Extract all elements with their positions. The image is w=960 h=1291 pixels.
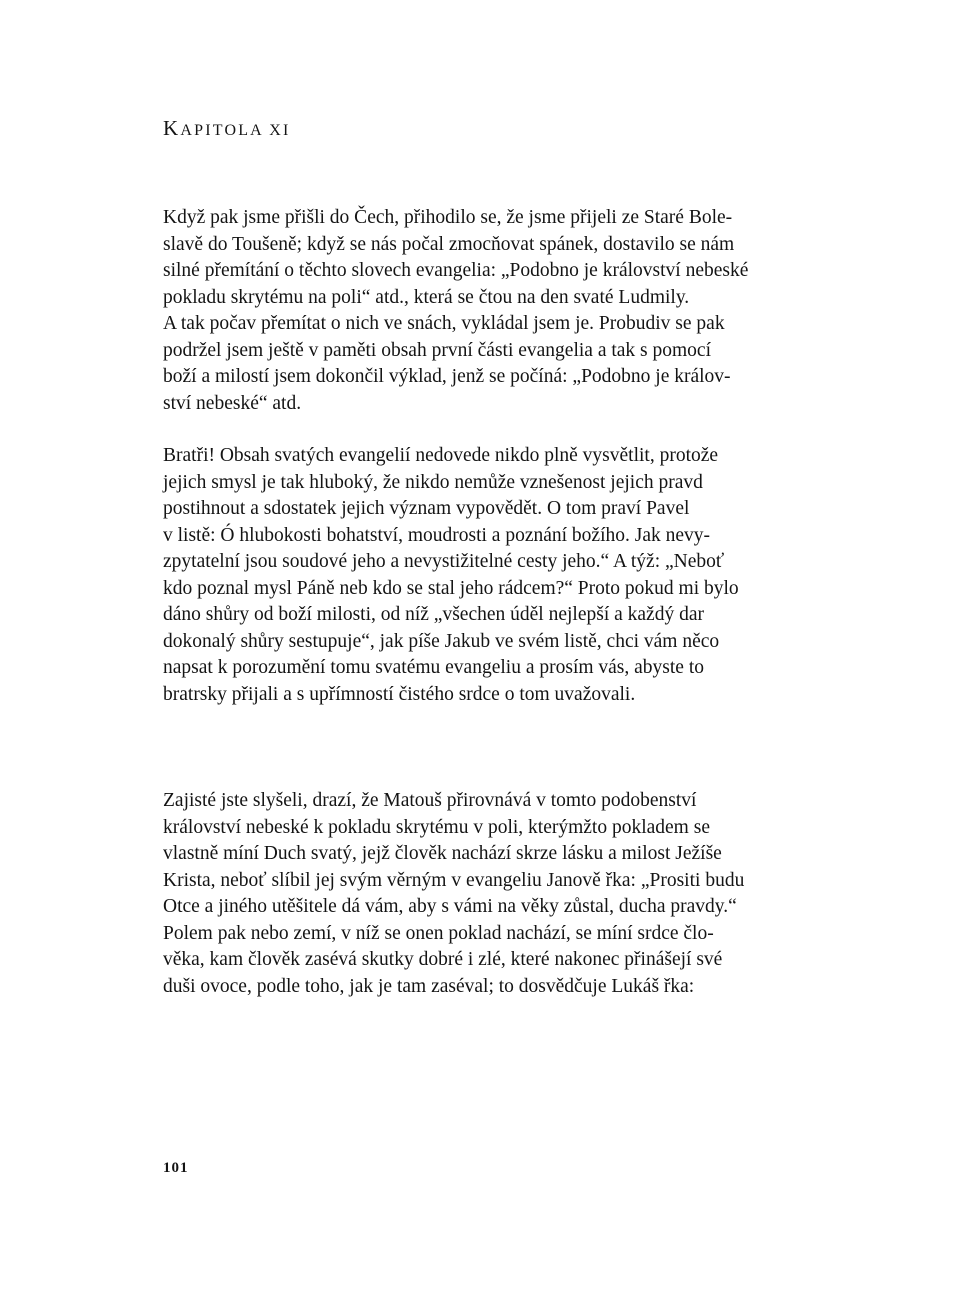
chapter-heading-rest: APITOLA XI (180, 122, 291, 139)
paragraph-1 (163, 205, 813, 417)
text-line: postihnout a sdostatek jejich význam vypovědět. O tom praví Pavel (163, 498, 690, 519)
text-line: podržel jsem ještě v paměti obsah první části evangelia a tak s pomocí (163, 339, 711, 361)
chapter-heading (163, 116, 291, 141)
text-line: v listě: Ó hlubokosti bohatství, moudrosti a poznání božího. Jak nevy- (163, 524, 711, 546)
text-line: ství nebeské“ atd. (163, 392, 302, 414)
text-line: bratrsky přijali a s upřímností čistého srdce o tom uvažovali. (163, 683, 636, 705)
paragraph-2 (163, 443, 813, 708)
text-line: Krista, neboť slíbil jej svým věrným v evangeliu Janově řka: „Prositi budu (163, 869, 745, 891)
text-line: zpytatelní jsou soudové jeho a nevystižitelné cesty jeho.“ A týž: „Neboť (163, 551, 725, 572)
text-line: slavě do Toušeně; když se nás počal zmocňovat spánek, dostavilo se nám (163, 233, 735, 255)
paragraph-3 (163, 788, 813, 1000)
text-line: dáno shůry od boží milosti, od níž „všechen úděl nejlepší a každý dar (163, 604, 704, 625)
text-line: Bratři! Obsah svatých evangelií nedovede nikdo plně vysvětlit, protože (163, 445, 719, 466)
text-line: Když pak jsme přišli do Čech, přihodilo se, že jsme přijeli ze Staré Bole- (163, 207, 733, 228)
text-line: boží a milostí jsem dokončil výklad, jenž se počíná: „Podobno je králov- (163, 366, 731, 387)
text-line: věka, kam člověk zasévá skutky dobré i zlé, které nakonec přinášejí své (163, 949, 723, 970)
text-line: pokladu skrytému na poli“ atd., která se čtou na den svaté Ludmily. (163, 286, 690, 308)
text-line: A tak počav přemítat o nich ve snách, vykládal jsem je. Probudiv se pak (163, 313, 725, 334)
text-line: napsat k porozumění tomu svatému evangeliu a prosím vás, abyste to (163, 657, 705, 678)
text-line: Otce a jiného utěšitele dá vám, aby s vámi na věky zůstal, ducha pravdy.“ (163, 896, 737, 917)
chapter-heading-initial: K (163, 116, 181, 140)
text-line: vlastně míní Duch svatý, jejž člověk nachází skrze lásku a milost Ježíše (163, 843, 722, 864)
text-line: silné přemítání o těchto slovech evangelia: „Podobno je království nebeské (163, 260, 749, 281)
text-line: dokonalý shůry sestupuje“, jak píše Jakub ve svém listě, chci vám něco (163, 630, 720, 652)
text-line: Polem pak nebo zemí, v níž se onen poklad nachází, se míní srdce člo- (163, 922, 714, 944)
text-line: království nebeské k pokladu skrytému v poli, kterýmžto pokladem se (163, 816, 710, 838)
text-line: kdo poznal mysl Páně neb kdo se stal jeho rádcem?“ Proto pokud mi bylo (163, 577, 739, 599)
page-number: 101 (163, 1160, 189, 1176)
text-line: jejich smysl je tak hluboký, že nikdo nemůže vznešenost jejich pravd (163, 471, 703, 493)
text-line: duši ovoce, podle toho, jak je tam zaséval; to dosvědčuje Lukáš řka: (163, 975, 695, 997)
text-line: Zajisté jste slyšeli, drazí, že Matouš přirovnává v tomto podobenství (163, 790, 697, 811)
